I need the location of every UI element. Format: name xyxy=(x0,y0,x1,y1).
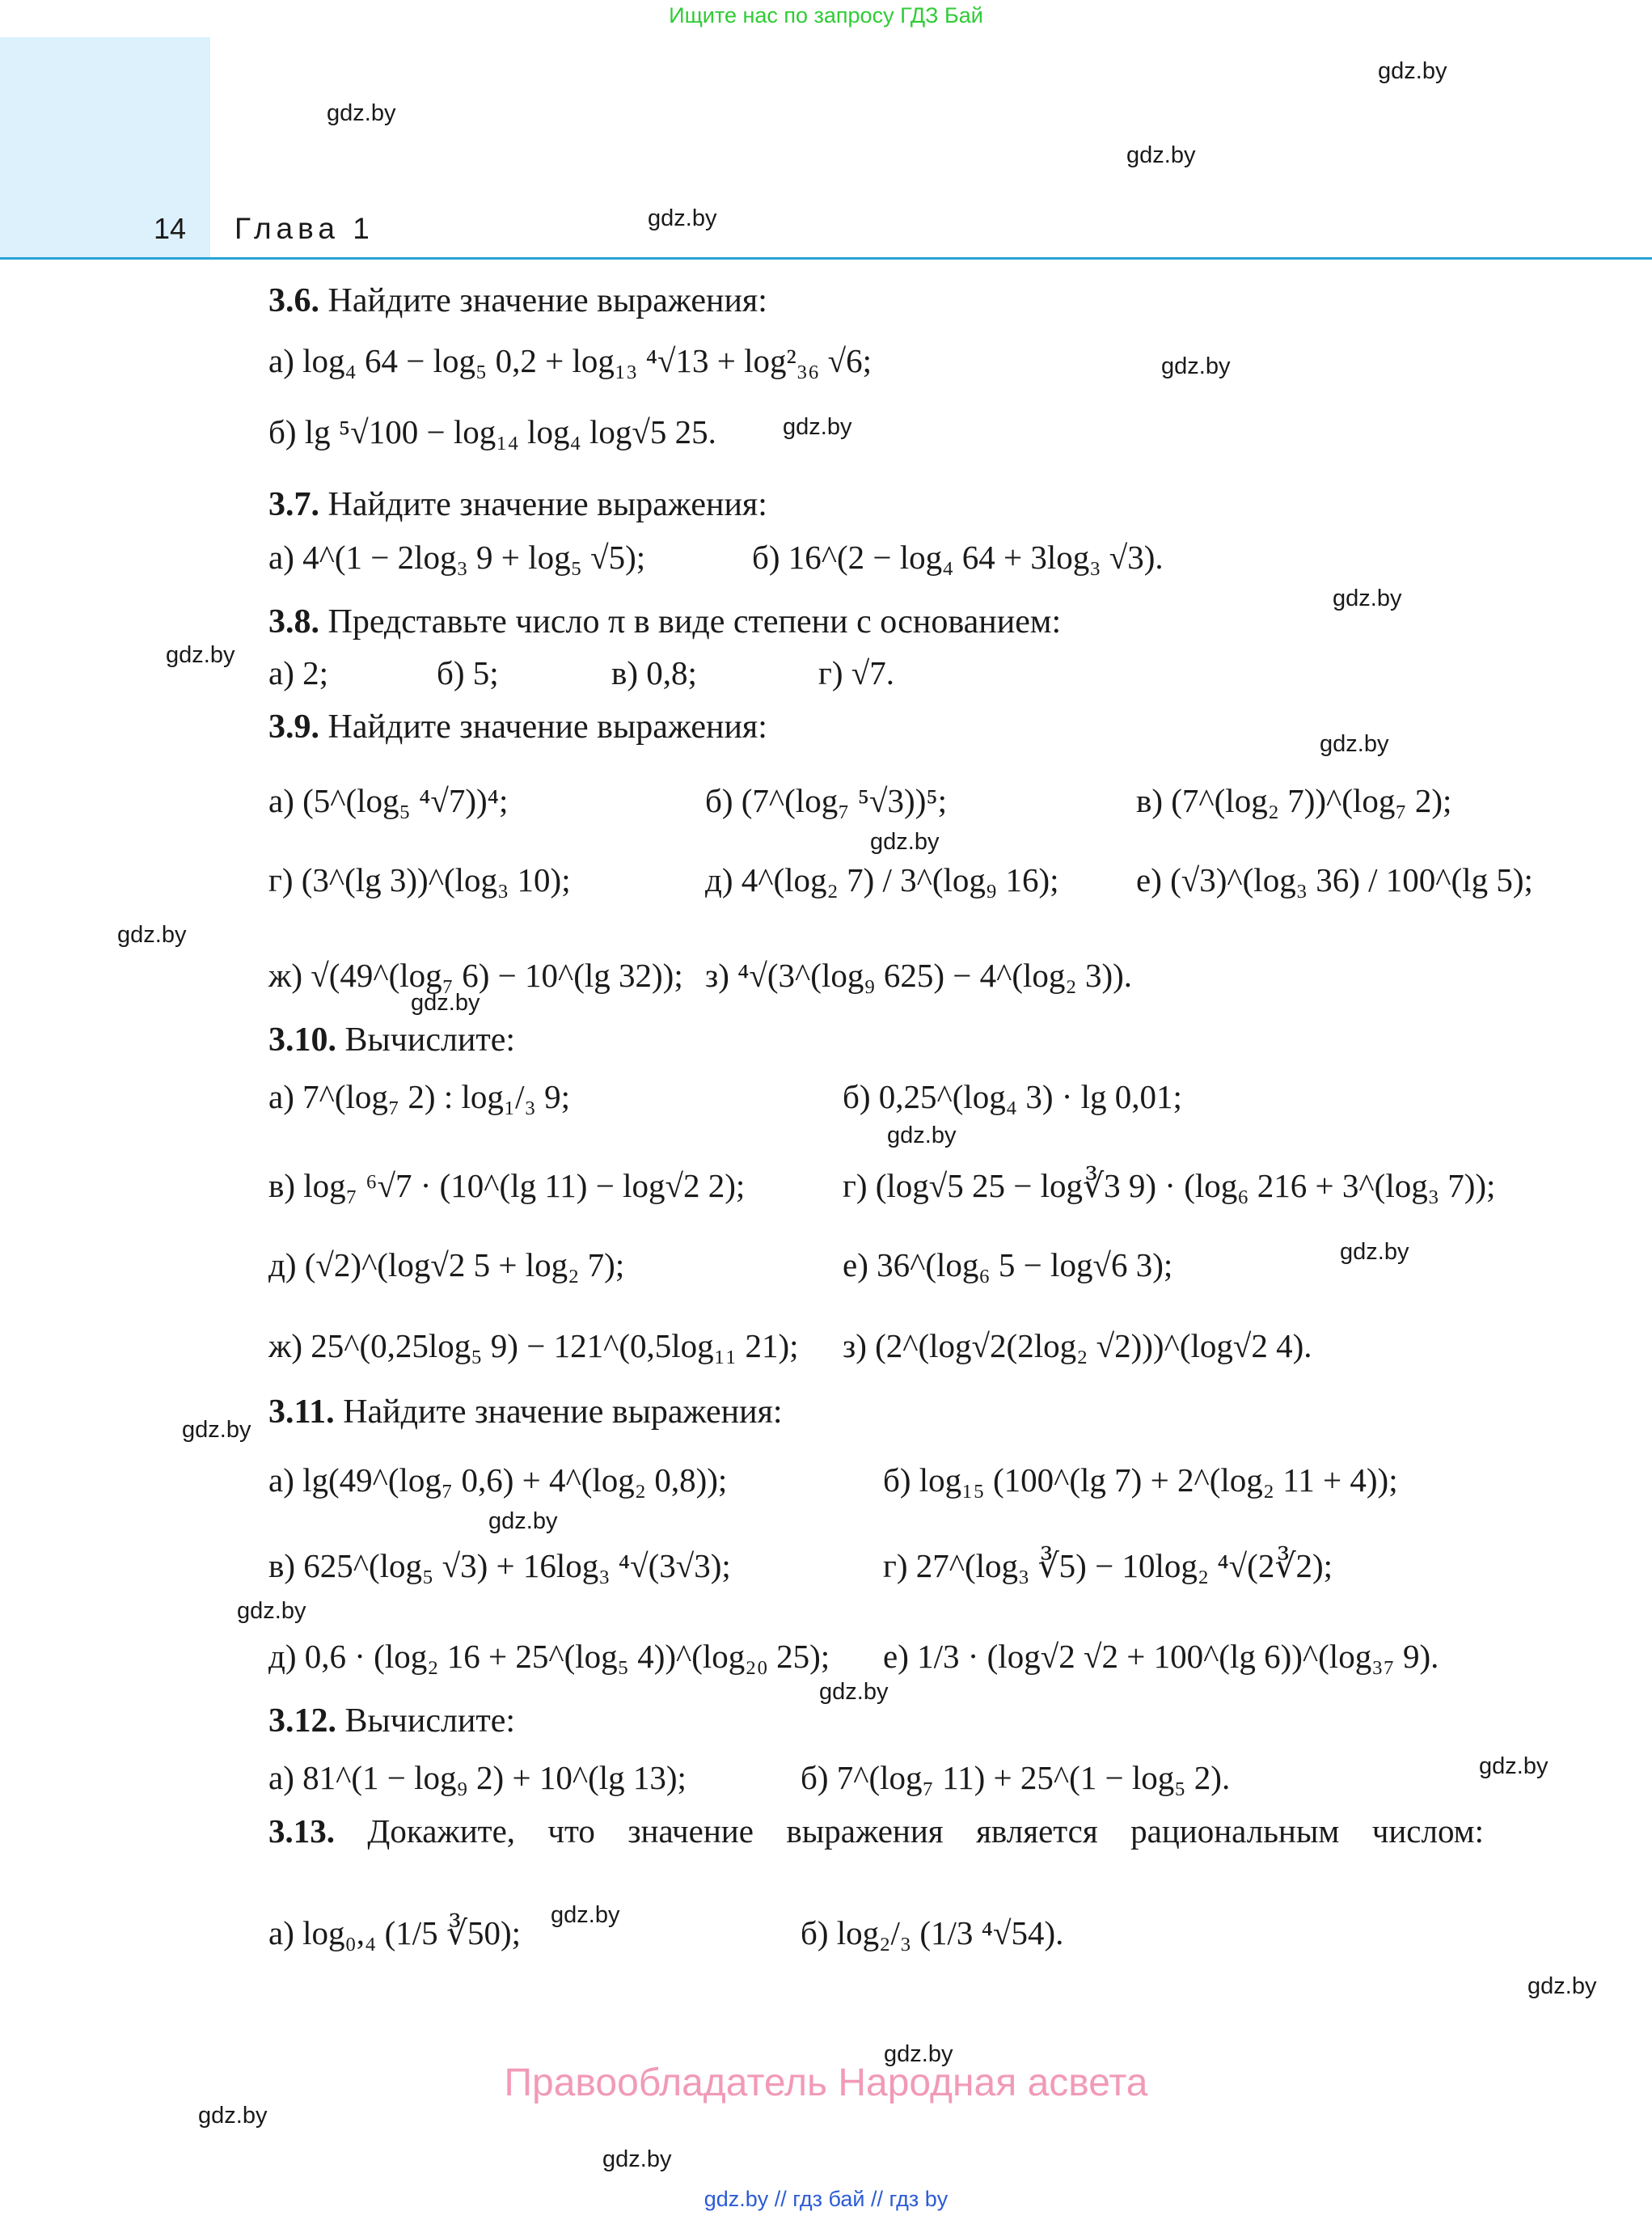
problem-item: г) 27^(log₃ ∛5) − 10log₂ ⁴√(2∛2); xyxy=(883,1547,1333,1584)
problem-item: г) (3^(lg 3))^(log₃ 10); xyxy=(268,861,571,898)
problem-item: г) √7. xyxy=(818,654,894,691)
problem-item: б) log₁₅ (100^(lg 7) + 2^(log₂ 11 + 4)); xyxy=(883,1461,1398,1499)
problem-item: б) (7^(log₇ ⁵√3))⁵; xyxy=(705,782,948,819)
problem-item: а) lg(49^(log₇ 0,6) + 4^(log₂ 0,8)); xyxy=(268,1461,728,1499)
problem-item: г) (log√5 25 − log∛3 9) · (log₆ 216 + 3^(log₃ 7)); xyxy=(843,1167,1496,1204)
watermark: gdz.by xyxy=(327,100,396,126)
watermark: gdz.by xyxy=(1320,731,1389,757)
watermark: gdz.by xyxy=(648,205,717,231)
problem-item: з) ⁴√(3^(log₉ 625) − 4^(log₂ 3)). xyxy=(705,957,1133,994)
watermark: gdz.by xyxy=(182,1417,251,1443)
problem-heading: 3.8. Представьте число π в виде степени с основанием: xyxy=(268,603,1062,641)
problem-item: ж) √(49^(log₇ 6) − 10^(lg 32)); xyxy=(268,957,683,994)
watermark: gdz.by xyxy=(1378,58,1447,84)
problem-heading: 3.9. Найдите значение выражения: xyxy=(268,708,767,746)
watermark: gdz.by xyxy=(1126,142,1196,168)
problem-item: в) 625^(log₅ √3) + 16log₃ ⁴√(3√3); xyxy=(268,1547,731,1584)
problem-item: б) 7^(log₇ 11) + 25^(1 − log₅ 2). xyxy=(801,1759,1231,1796)
watermark: gdz.by xyxy=(166,642,235,668)
watermark: gdz.by xyxy=(887,1123,957,1148)
watermark: gdz.by xyxy=(237,1598,306,1624)
problem-item: а) 7^(log₇ 2) : log₁/₃ 9; xyxy=(268,1078,570,1115)
problem-item: б) 5; xyxy=(437,654,499,691)
copyright-notice: Правообладатель Народная асвета xyxy=(504,2061,1148,2104)
problem-item: е) (√3)^(log₃ 36) / 100^(lg 5); xyxy=(1136,861,1533,898)
problem-item: а) 2; xyxy=(268,654,328,691)
footer-links: gdz.by // гдз бай // гдз by xyxy=(703,2187,949,2211)
problem-item: а) (5^(log₅ ⁴√7))⁴; xyxy=(268,782,509,819)
problem-item: а) log₀,₄ (1/5 ∛50); xyxy=(268,1914,522,1951)
problem-item: ж) 25^(0,25log₅ 9) − 121^(0,5log₁₁ 21); xyxy=(268,1327,799,1364)
header-rule xyxy=(0,257,1652,260)
watermark: gdz.by xyxy=(198,2103,268,2129)
watermark: gdz.by xyxy=(884,2041,953,2067)
problem-item: в) 0,8; xyxy=(611,654,697,691)
problem-item: б) log₂/₃ (1/3 ⁴√54). xyxy=(801,1914,1064,1951)
problem-heading: 3.13. Докажите, что значение выражения является рациональным числом: xyxy=(268,1812,1485,1850)
watermark: gdz.by xyxy=(1479,1753,1548,1779)
watermark: gdz.by xyxy=(1161,353,1231,379)
problem-item: е) 1/3 · (log√2 √2 + 100^(lg 6))^(log₃₇ 9). xyxy=(883,1638,1439,1675)
watermark: gdz.by xyxy=(488,1508,558,1534)
problem-item: б) lg ⁵√100 − log₁₄ log₄ log√5 25. xyxy=(268,413,716,450)
watermark: gdz.by xyxy=(602,2146,672,2172)
problem-heading: 3.10. Вычислите: xyxy=(268,1021,516,1059)
search-banner: Ищите нас по запросу ГДЗ Бай xyxy=(669,3,983,27)
problem-item: д) 0,6 · (log₂ 16 + 25^(log₅ 4))^(log₂₀ 25); xyxy=(268,1638,830,1675)
problem-heading: 3.12. Вычислите: xyxy=(268,1702,516,1740)
watermark: gdz.by xyxy=(1527,1973,1597,1999)
watermark: gdz.by xyxy=(117,922,187,948)
problem-heading: 3.6. Найдите значение выражения: xyxy=(268,282,767,319)
problem-item: д) (√2)^(log√2 5 + log₂ 7); xyxy=(268,1246,625,1283)
problem-heading: 3.11. Найдите значение выражения: xyxy=(268,1393,783,1431)
problem-item: а) log₄ 64 − log₅ 0,2 + log₁₃ ⁴√13 + log²₃₆ √6; xyxy=(268,342,872,379)
page-number: 14 xyxy=(154,212,187,245)
chapter-title: Глава 1 xyxy=(234,212,374,245)
problem-item: д) 4^(log₂ 7) / 3^(log₉ 16); xyxy=(705,861,1059,898)
watermark: gdz.by xyxy=(551,1902,620,1928)
problem-item: б) 16^(2 − log₄ 64 + 3log₃ √3). xyxy=(752,539,1164,576)
watermark: gdz.by xyxy=(1333,586,1402,611)
problem-item: в) log₇ ⁶√7 · (10^(lg 11) − log√2 2); xyxy=(268,1167,746,1204)
watermark: gdz.by xyxy=(411,990,480,1016)
watermark: gdz.by xyxy=(783,414,852,440)
problem-item: в) (7^(log₂ 7))^(log₇ 2); xyxy=(1136,782,1452,819)
problem-item: б) 0,25^(log₄ 3) · lg 0,01; xyxy=(843,1078,1182,1115)
watermark: gdz.by xyxy=(819,1679,889,1705)
watermark: gdz.by xyxy=(1340,1239,1409,1265)
problem-item: е) 36^(log₆ 5 − log√6 3); xyxy=(843,1246,1173,1283)
problem-item: з) (2^(log√2(2log₂ √2)))^(log√2 4). xyxy=(843,1327,1312,1364)
watermark: gdz.by xyxy=(870,829,940,855)
problem-heading: 3.7. Найдите значение выражения: xyxy=(268,486,767,523)
problem-item: а) 4^(1 − 2log₃ 9 + log₅ √5); xyxy=(268,539,646,576)
problem-item: а) 81^(1 − log₉ 2) + 10^(lg 13); xyxy=(268,1759,687,1796)
